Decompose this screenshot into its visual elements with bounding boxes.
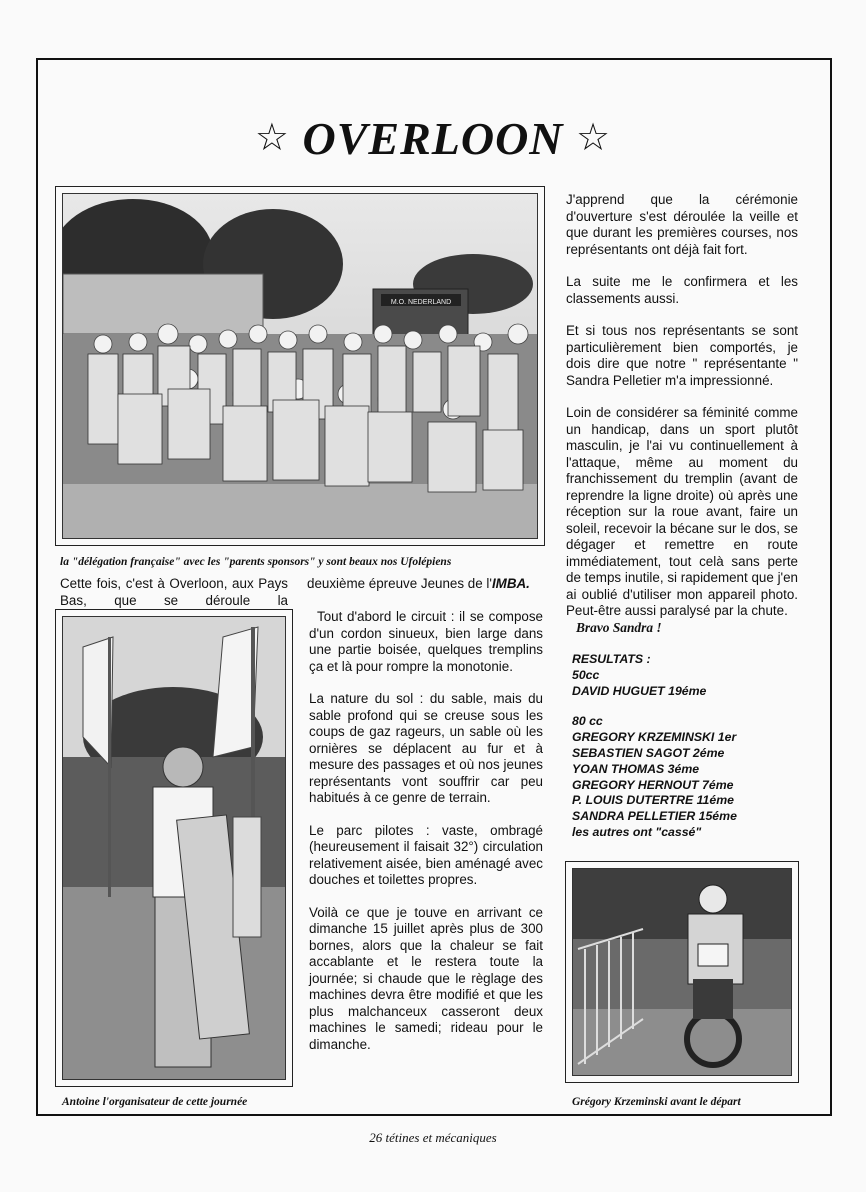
results-block (572, 652, 802, 841)
group-photo-caption: la "délégation française" avec les "parents sponsors" y sont beaux nos Ufolépiens (60, 556, 452, 568)
results-class-80: 80 cc (572, 714, 603, 729)
rider-photo (565, 861, 799, 1083)
right-paragraph-1: J'apprend que la cérémonie d'ouverture s'est déroulée la veille et que durant les premières courses, nos représentants ont déjà fait fort. (566, 192, 798, 257)
result-row: P. LOUIS DUTERTRE 11éme (572, 793, 734, 808)
result-row: SANDRA PELLETIER 15éme (572, 809, 737, 824)
right-paragraph-3: Et si tous nos représentants se sont particulièrement bien comportés, je dois dire que notre " représentante " Sandra Pelletier m'a impressionné. (566, 323, 798, 388)
middle-paragraph-1: Tout d'abord le circuit : il se compose d'un cordon sinueux, bien large dans une partie boisée, quelques tremplins ça et là pour rompre la monotonie. (309, 609, 543, 674)
middle-paragraph-2: La nature du sol : du sable, mais du sable profond qui se creuse sous les coups de gaz rageurs, un sable où les ornières se déplacent au fur et à mesure des passages et où nos jeunes représentants vont souffrir car peu habitués à ce genre de terrain. (309, 691, 543, 805)
intro-left-text: Cette fois, c'est à Overloon, aux Pays Bas, que se déroule la (60, 576, 288, 608)
page-footer: 26 tétines et mécaniques (369, 1130, 497, 1145)
result-row: GREGORY HERNOUT 7éme (572, 777, 734, 792)
intro-right-text: deuxième épreuve Jeunes de l' (307, 576, 492, 591)
group-photo (55, 186, 545, 546)
middle-column-text (309, 609, 543, 1069)
result-row: GREGORY KRZEMINSKI 1er (572, 730, 737, 745)
star-left-icon: ☆ (254, 117, 290, 159)
intro-left (60, 576, 288, 609)
intro-right (307, 576, 543, 593)
organizer-photo (55, 609, 293, 1087)
page-title (0, 112, 866, 165)
title-text: OVERLOON (302, 113, 564, 164)
middle-paragraph-4: Voilà ce que je touve en arrivant ce dimanche 15 juillet après plus de 300 bornes, alors que la chaleur se fait accablante et le restera toute la journée; si chaude que le règlage des machines devra être modifié et que les plus malchanceux casseront deux machines le samedi; rideau pour le dimanche. (309, 904, 543, 1052)
bravo-line: Bravo Sandra ! (576, 619, 662, 635)
bus-sign: M.O. NEDERLAND (390, 299, 452, 306)
results-heading: RESULTATS : (572, 652, 651, 666)
result-row: DAVID HUGUET 19éme (572, 683, 707, 698)
middle-paragraph-3: Le parc pilotes : vaste, ombragé (heureusement il faisait 32°) circulation relativement aisée, bien aménagé avec douches et toilettes propres. (309, 822, 543, 887)
result-row: SEBASTIEN SAGOT 2éme (572, 745, 725, 760)
right-paragraph-2: La suite me le confirmera et les classements aussi. (566, 274, 798, 306)
right-column-text (566, 192, 798, 636)
organizer-photo-caption: Antoine l'organisateur de cette journée (62, 1096, 248, 1108)
star-right-icon: ☆ (576, 117, 612, 159)
right-paragraph-4: Loin de considérer sa féminité comme un handicap, dans un sport plutôt masculin, je l'ai vu continuellement à l'attaque, même au moment du franchissement du tremplin (avant de reprendre la ligne droite) où après une réception sur la roue avant, faire un soleil, recevoir la bécane sur le dos, se dégager et remettre en route immédiatement, tout celà sans perte de temps inutile, si rapidement que j'en ai oublié d'utiliser mon appareil photo. Peut-être aussi paralysé par la chute. (566, 405, 798, 618)
rider-photo-caption: Grégory Krzeminski avant le départ (572, 1096, 741, 1108)
result-row: YOAN THOMAS 3éme (572, 761, 700, 776)
results-class-50: 50cc (572, 667, 600, 682)
result-row: les autres ont "cassé" (572, 824, 702, 839)
imba-label: IMBA. (491, 576, 530, 591)
